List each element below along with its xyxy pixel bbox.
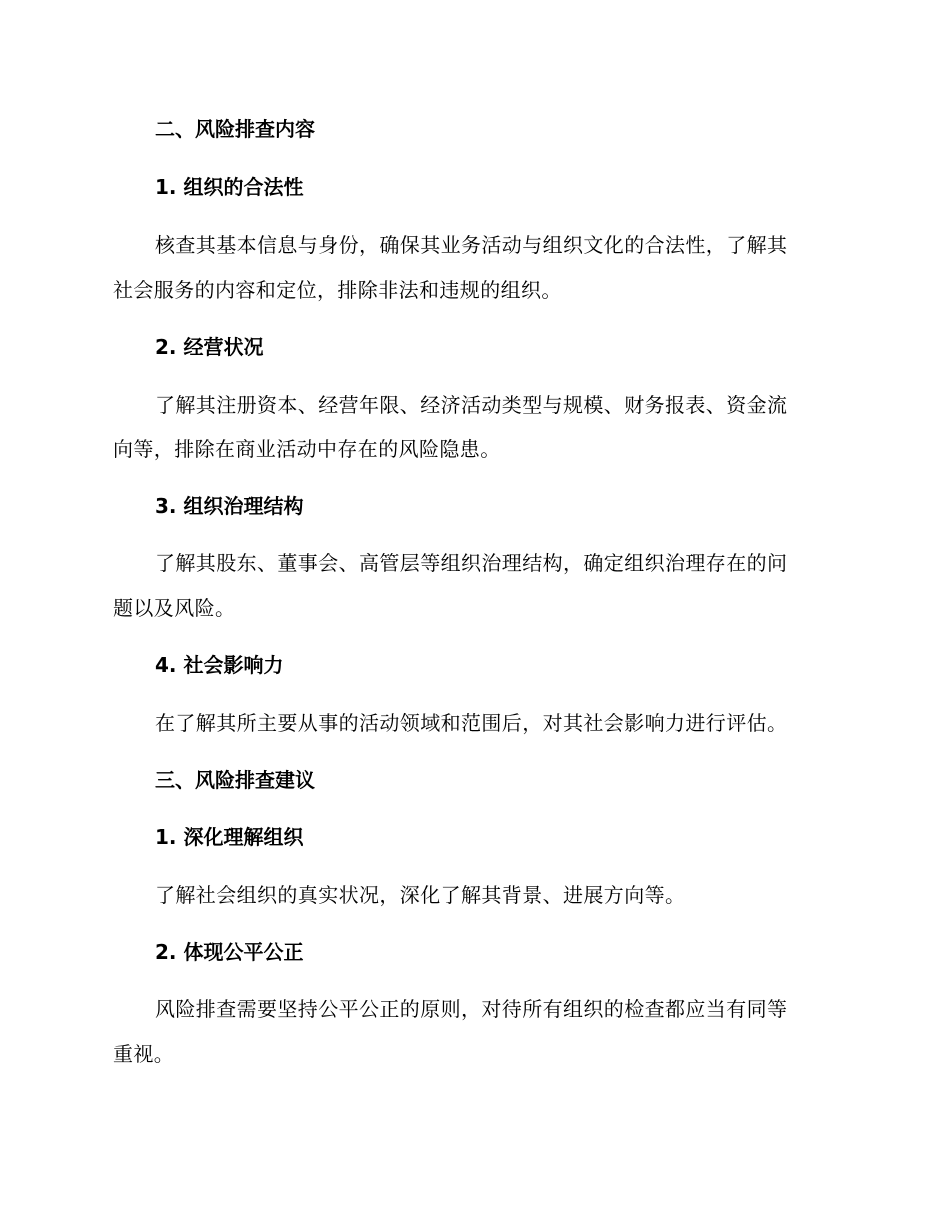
item-2-1-heading: 1. 组织的合法性 xyxy=(155,175,304,199)
item-3-1-text-line-1: 了解社会组织的真实状况，深化了解其背景、进展方向等。 xyxy=(155,883,686,907)
item-3-2-heading: 2. 体现公平公正 xyxy=(155,940,304,964)
item-2-4-text-line-1: 在了解其所主要从事的活动领域和范围后，对其社会影响力进行评估。 xyxy=(155,711,788,735)
item-2-2-text-line-1: 了解其注册资本、经营年限、经济活动类型与规模、财务报表、资金流 xyxy=(155,393,788,417)
item-2-2-text-line-2: 向等，排除在商业活动中存在的风险隐患。 xyxy=(113,437,501,461)
section-2-heading: 二、风险排查内容 xyxy=(155,117,315,141)
item-2-1-text-line-2: 社会服务的内容和定位，排除非法和违规的组织。 xyxy=(113,278,562,302)
item-2-3-heading: 3. 组织治理结构 xyxy=(155,494,304,518)
item-3-1-heading: 1. 深化理解组织 xyxy=(155,825,304,849)
item-2-2-heading: 2. 经营状况 xyxy=(155,335,264,359)
section-3-heading: 三、风险排查建议 xyxy=(155,768,315,792)
item-2-1-text-line-1: 核查其基本信息与身份，确保其业务活动与组织文化的合法性，了解其 xyxy=(155,233,788,257)
item-2-3-text-line-2: 题以及风险。 xyxy=(113,596,236,620)
item-3-2-text-line-1: 风险排查需要坚持公平公正的原则，对待所有组织的检查都应当有同等 xyxy=(155,997,788,1021)
item-2-3-text-line-1: 了解其股东、董事会、高管层等组织治理结构，确定组织治理存在的问 xyxy=(155,551,788,575)
item-3-2-text-line-2: 重视。 xyxy=(113,1042,175,1066)
item-2-4-heading: 4. 社会影响力 xyxy=(155,653,284,677)
